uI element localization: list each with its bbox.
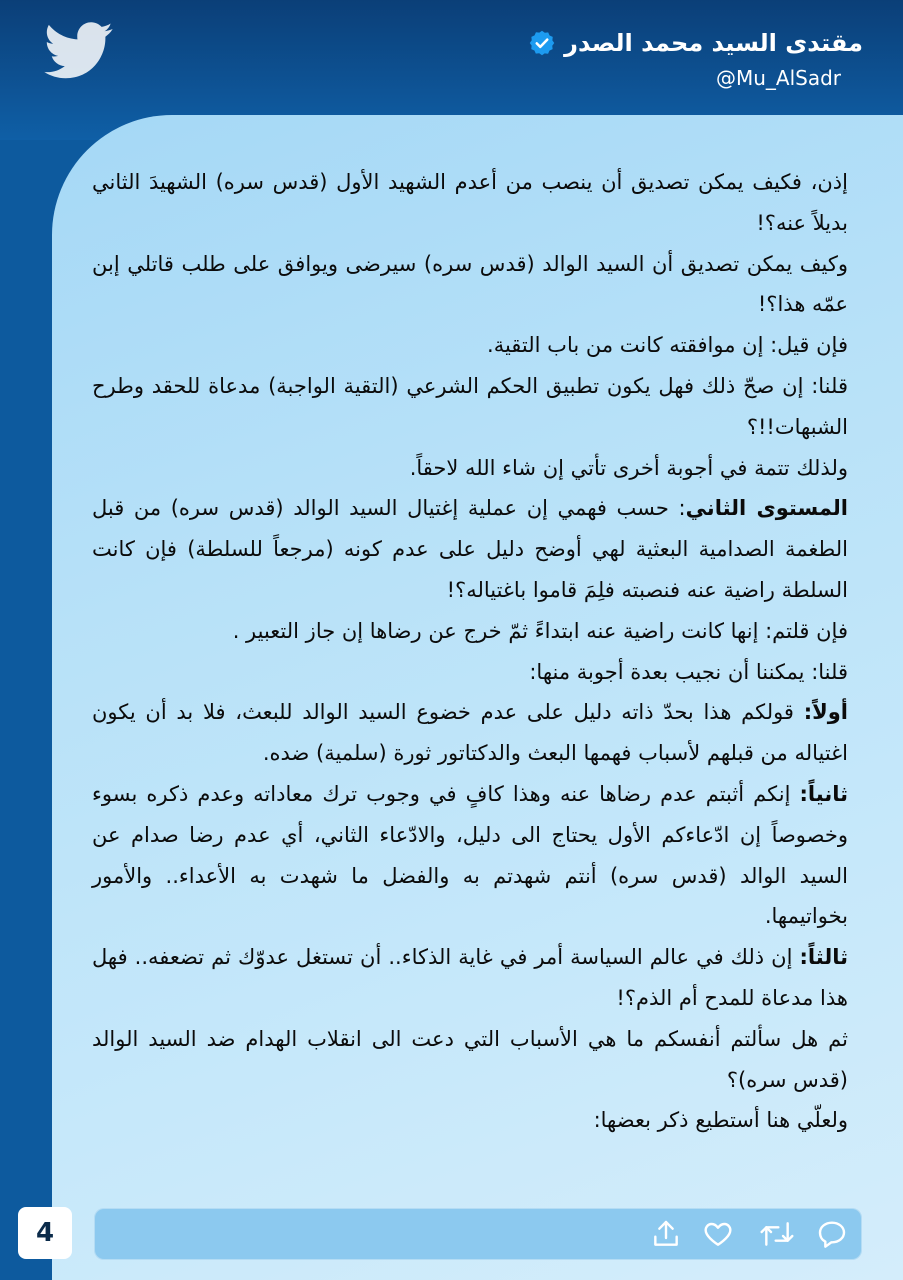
paragraph <box>92 937 848 1019</box>
paragraph-lead: أولاً: <box>803 700 848 725</box>
paragraph-body: قولكم هذا بحدّ ذاته دليل على عدم خضوع السيد الوالد للبعث، فلا بد أن يكون اغتياله من قبلهم لأسباب فهمها البعث والدكتاتور ثورة (سلمية) ضده. <box>92 700 848 766</box>
author-name[interactable]: مقتدى السيد محمد الصدر <box>564 29 863 57</box>
paragraph: وكيف يمكن تصديق أن السيد الوالد (قدس سره) سيرضى ويوافق على طلب قاتلي إبن عمّه هذا؟! <box>92 251 848 317</box>
reply-icon[interactable] <box>816 1218 848 1250</box>
paragraph <box>92 774 848 937</box>
paragraph <box>92 692 848 774</box>
paragraph-lead: ثانياً: <box>799 781 848 806</box>
paragraph-lead: المستوى الثاني <box>685 496 848 521</box>
paragraph: ثم هل سألتم أنفسكم ما هي الأسباب التي دعت الى انقلاب الهدام ضد السيد الوالد (قدس سره)؟ <box>92 1026 848 1092</box>
paragraph: ولذلك تتمة في أجوبة أخرى تأتي إن شاء الله لاحقاً. <box>409 455 848 480</box>
paragraph: فإن قيل: إن موافقته كانت من باب التقية. <box>487 333 848 358</box>
paragraph-lead: ثالثاً: <box>799 945 848 970</box>
paragraph: قلنا: يمكننا أن نجيب بعدة أجوبة منها: <box>529 659 848 684</box>
twitter-bird-icon[interactable] <box>44 22 114 80</box>
share-icon[interactable] <box>650 1218 682 1250</box>
tweet-action-bar <box>94 1208 862 1260</box>
paragraph: ولعلّي هنا أستطيع ذكر بعضها: <box>593 1108 848 1133</box>
verified-badge-icon <box>528 29 556 57</box>
paragraph-body: إنكم أثبتم عدم رضاها عنه وهذا كافٍ في وجوب ترك معاداته وعدم ذكره بسوء وخصوصاً إن ادّعاءكم الأول يحتاج الى دليل، والادّعاء الثاني، أي عدم رضا صدام عن السيد الوالد (قدس سره) أنتم شهدتم به والفضل ما شهدت به الأعداء.. والأمور بخواتيمها. <box>92 781 848 929</box>
paragraph: إذن، فكيف يمكن تصديق أن ينصب من أعدم الشهيد الأول (قدس سره) الشهيدَ الثاني بديلاً عنه؟! <box>92 170 848 235</box>
author-handle[interactable]: @Mu_AlSadr <box>715 66 841 90</box>
retweet-icon[interactable] <box>758 1218 796 1250</box>
paragraph-body: : حسب فهمي إن عملية إغتيال السيد الوالد (قدس سره) من قبل الطغمة الصدامية البعثية لهي أوضح دليل على عدم كونه (مرجعاً للسلطة) فإن كانت السلطة راضية عنه فنصبته فلِمَ قاموا باغتياله؟! <box>92 496 848 602</box>
tweet-text <box>92 162 848 1141</box>
page-number: 4 <box>18 1207 72 1259</box>
paragraph: قلنا: إن صحّ ذلك فهل يكون تطبيق الحكم الشرعي (التقية الواجبة) مدعاة للحقد وطرح الشبهات!!؟ <box>92 373 848 439</box>
like-icon[interactable] <box>702 1218 734 1250</box>
paragraph: فإن قلتم: إنها كانت راضية عنه ابتداءً ثمّ خرج عن رضاها إن جاز التعبير . <box>232 618 848 643</box>
paragraph <box>92 488 848 610</box>
author-row <box>528 28 863 58</box>
paragraph-body: إن ذلك في عالم السياسة أمر في غاية الذكاء.. أن تستغل عدوّك ثم تضعفه.. فهل هذا مدعاة للمدح أم الذم؟! <box>92 945 848 1010</box>
